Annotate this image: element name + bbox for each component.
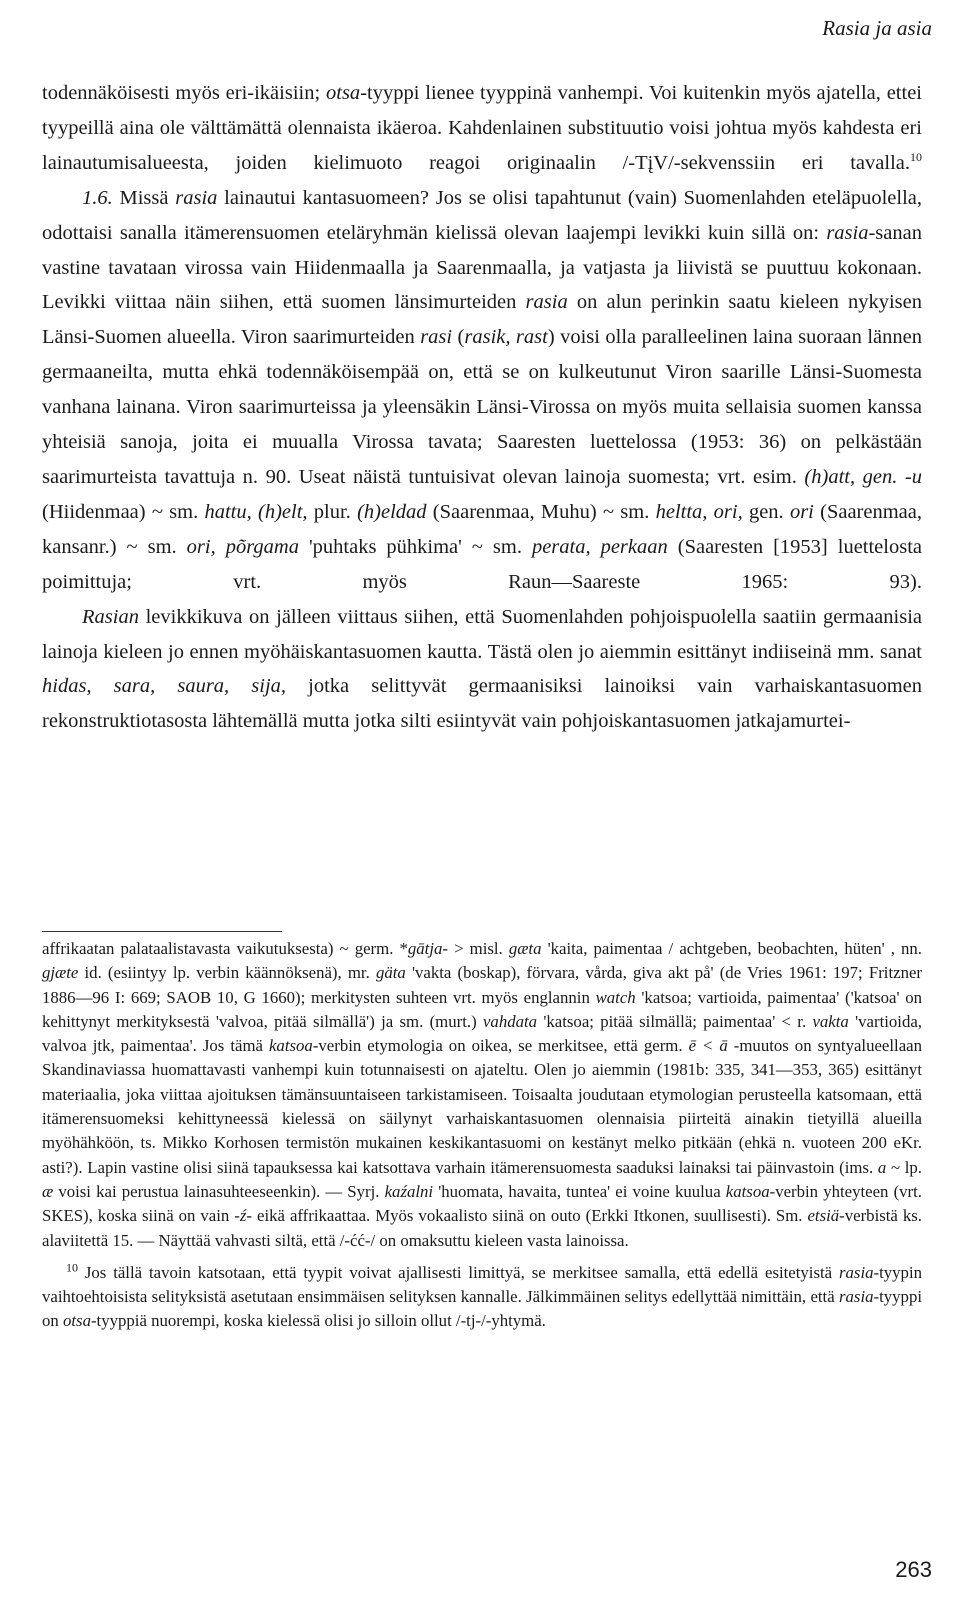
page-number: 263 [895, 1557, 932, 1582]
italic-term: (h)att, gen. -u [804, 465, 922, 488]
footnote-10 [42, 1261, 922, 1334]
text-run: -tyypin vaihtoehtoisista selityksistä asetutaan ensimmäisen selityksen kannalle. Jälkimmäinen selitys edellyttää nimittäin, että [42, 1262, 922, 1307]
italic-term: heltta, ori, [655, 500, 743, 523]
italic-term: Rasian [82, 605, 139, 628]
italic-term: rasia [826, 221, 869, 244]
text-run: 'katsoa; pitää silmällä; paimentaa' < r. [537, 1011, 813, 1031]
text-run: ~ lp. [886, 1157, 922, 1177]
section-number: 1.6. [82, 186, 113, 209]
text-run: -verbin etymologia on oikea, se merkitsee, että germ. [312, 1036, 689, 1056]
text-run: on alun perinkin saatu kieleen nykyisen Länsi-Suomen alueella. Viron saarimurteiden [42, 291, 922, 349]
text-run: 'vakta (boskap), förvara, vårda, giva akt på' (de Vries 1961: 197; Fritzner 1886—96 I: 669; SAOB 10, G 1660); merkitysten suhteen vrt. myös englannin [42, 963, 923, 1007]
italic-term: katsoa [725, 1181, 770, 1201]
footnote-ref: 10 [910, 149, 922, 164]
running-head [822, 16, 932, 41]
italic-term: æ [42, 1181, 54, 1201]
text-run: -tyyppiä nuorempi, koska kielessä olisi jo silloin ollut /-tj-/-yhtymä. [90, 1311, 546, 1331]
text-run: (Hiidenmaa) ~ sm. [42, 500, 205, 523]
text-run: lainautui kantasuomeen? Jos se olisi tapahtunut (vain) Suomenlahden eteläpuolella, odottaisi sanalla itämerensuomen eteläryhmän kielissä olevan laajempi levikki kuin sillä on: [42, 186, 922, 244]
italic-term: gæta [508, 939, 542, 958]
text-run: ( [452, 326, 465, 349]
text-run: -verbin yhteyteen (vrt. SKES), koska siinä on vain [42, 1181, 922, 1226]
italic-term: vahdata [482, 1011, 538, 1031]
text-run: affrikaatan palataalistavasta vaikutuksesta) ~ germ. * [42, 939, 408, 958]
text-run: -verbistä ks. alaviitettä 15. — Näyttää vahvasti siltä, että /-ćć-/ on omaksuttu kieleen vasta lainoissa. [42, 1206, 922, 1250]
italic-term: rasia [839, 1287, 874, 1307]
text-run: 'puhtaks pühkima' ~ sm. [298, 535, 532, 558]
italic-term: rasia [175, 186, 218, 209]
italic-term: ē < ā [688, 1036, 728, 1056]
text-run: -tyyppi on [42, 1287, 922, 1331]
text-run: plur. [307, 500, 358, 523]
italic-term: gjæte [42, 963, 79, 983]
text-run: 'huomata, havaita, tuntea' ei voine kuulua [433, 1181, 726, 1201]
italic-term: perata, perkaan [531, 535, 668, 558]
text-run: -tyyppi lienee tyyppinä vanhempi. Voi kuitenkin myös ajatella, ettei tyypeillä aina ole välttämättä olennaista ikäeroa. Kahdenlainen substituutio voisi johtua myös kahdesta eri lainautumisalueesta, joiden kielimuoto reagoi originaalin /-TįV/-sekvenssiin eri tavalla. [42, 82, 922, 174]
paragraph [42, 76, 922, 181]
italic-term: hidas, sara, saura, sija, [42, 675, 287, 698]
italic-term: -ź- [234, 1206, 253, 1226]
italic-term: otsa [62, 1311, 91, 1331]
italic-term: rasia [839, 1262, 874, 1282]
paragraph [42, 181, 922, 600]
text-run: voisi kai perustua lainasuhteeseenkin). — Syrj. [53, 1181, 385, 1201]
italic-term: otsa [326, 82, 361, 104]
italic-term: rasik, rast [464, 326, 548, 349]
footnote-marker: 10 [66, 1260, 78, 1275]
text-run: levikkikuva on jälleen viittaus siihen, että Suomenlahden pohjoispuolella saatiin germaanisia lainoja kieleen jo ennen myöhäiskantasuomen kautta. Tästä olen jo aiemmin esittänyt indiiseinä mm. sanat [42, 605, 922, 663]
text-run: id. (esiintyy lp. verbin käännöksenä), mr. [78, 963, 376, 983]
italic-term: a [877, 1157, 887, 1177]
text-run: Jos tällä tavoin katsotaan, että tyypit voivat ajallisesti limittyä, se merkitsee samalla, että edellä esitetyistä [78, 1262, 839, 1282]
italic-term: ori [789, 500, 814, 523]
italic-term: watch [595, 987, 636, 1007]
text-run: -muutos on syntyalueellaan Skandinaviassa huomattavasti vanhempi kuin totunnaisesti on ajateltu. Olen jo aiemmin (1981b: 335, 341—353, 365) esittänyt materiaalia, joka viittaa ajoituksen tämänsuuntaiseen tarkistamiseen. Toisaalta joudutaan etymologian perusteella katsomaan, että itämerensuomeksi kehittyneessä kielessä on säilynyt varhaiskantasuomen olennaisia piirteitä ainakin tietyillä alueilla myöhähköön, ts. Mikko Korhosen termistön mukainen keskikantasuomi on kestänyt melko pitkään (ehkä n. vuoteen 200 eKr. asti?). Lapin vastine olisi siinä tapauksessa kai katsottava varhain itämerensuomesta saaduksi lainaksi tai päinvastoin (ims. [42, 1036, 922, 1177]
text-run: (Saarenmaa, Muhu) ~ sm. [426, 500, 656, 523]
text-run: ) voisi olla paralleelinen laina suoraan lännen germaaneilta, mutta ehkä todennäköisempää on, että se on kulkeutunut Viron saarille Länsi-Suomesta vanhana lainana. Viron saarimurteissa ja yleensäkin Länsi-Virossa on myös muita sellaisia suomen kanssa yhteisiä sanoja, joita ei muualla Virossa tavata; Saaresten luettelossa (1953: 36) on pelkästään saarimurteista tavattuja n. 90. Useat näistä tuntuisivat olevan lainoja suomesta; vrt. esim. [42, 326, 922, 488]
text-run: 'kaita, paimentaa / achtgeben, beobachten, hüten' , nn. [541, 939, 922, 958]
italic-term: ori, põrgama [186, 535, 299, 558]
italic-term: katsoa [268, 1036, 313, 1056]
main-text [42, 76, 922, 739]
italic-term: gäta [375, 963, 406, 983]
italic-term: gātja- [407, 939, 448, 958]
text-run: 'vartioida, valvoa jtk, paimentaa'. Jos tämä [42, 1011, 922, 1056]
italic-term: rasia [525, 291, 568, 314]
text-run: todennäköisesti myös eri-ikäisiin; [42, 82, 326, 104]
running-head-part: ja [870, 16, 897, 40]
text-run: (Saarenmaa, kansanr.) ~ sm. [42, 500, 922, 558]
paragraph [42, 600, 922, 740]
italic-term: vakta [812, 1011, 849, 1031]
italic-term: (h)eldad [357, 500, 427, 523]
italic-term: etsiä [807, 1206, 840, 1226]
footnotes [42, 937, 922, 1334]
text-run: eikä affrikaattaa. Myös vokaalisto siinä on outo (Erkki Itkonen, suullisesti). Sm. [252, 1206, 808, 1226]
text-run: Missä [112, 186, 176, 209]
text-run: jotka selittyvät germaanisiksi lainoiksi vain varhaiskantasuomen rekonstruktiotasosta lähtemällä mutta jotka silti esiintyvät vain pohjoiskantasuomen jatkajamurtei- [42, 675, 922, 733]
text-run: gen. [742, 500, 790, 523]
italic-term: rasi [420, 326, 453, 349]
footnote-continuation [42, 937, 922, 1253]
running-head-part: asia [896, 16, 932, 40]
text-run: (Saaresten [1953] luettelosta poimittuja; vrt. myös Raun—Saareste 1965: 93). [42, 535, 922, 593]
text-run: > misl. [447, 939, 509, 958]
italic-term: kaźalni [384, 1181, 434, 1201]
running-head-part: Rasia [822, 16, 871, 40]
text-run: 'katsoa; vartioida, paimentaa' ('katsoa' on kehittynyt merkityksestä 'valvoa, pitää silmällä') ja sm. (murt.) [42, 987, 923, 1031]
italic-term: hattu, (h)elt, [204, 500, 308, 523]
text-run: -sanan vastine tavataan virossa vain Hiidenmaalla ja Saarenmaalla, ja vatjasta ja liivistä se puuttuu kokonaan. Levikki viittaa näin siihen, että suomen länsimurteiden [42, 221, 922, 314]
footnote-divider [42, 931, 282, 932]
